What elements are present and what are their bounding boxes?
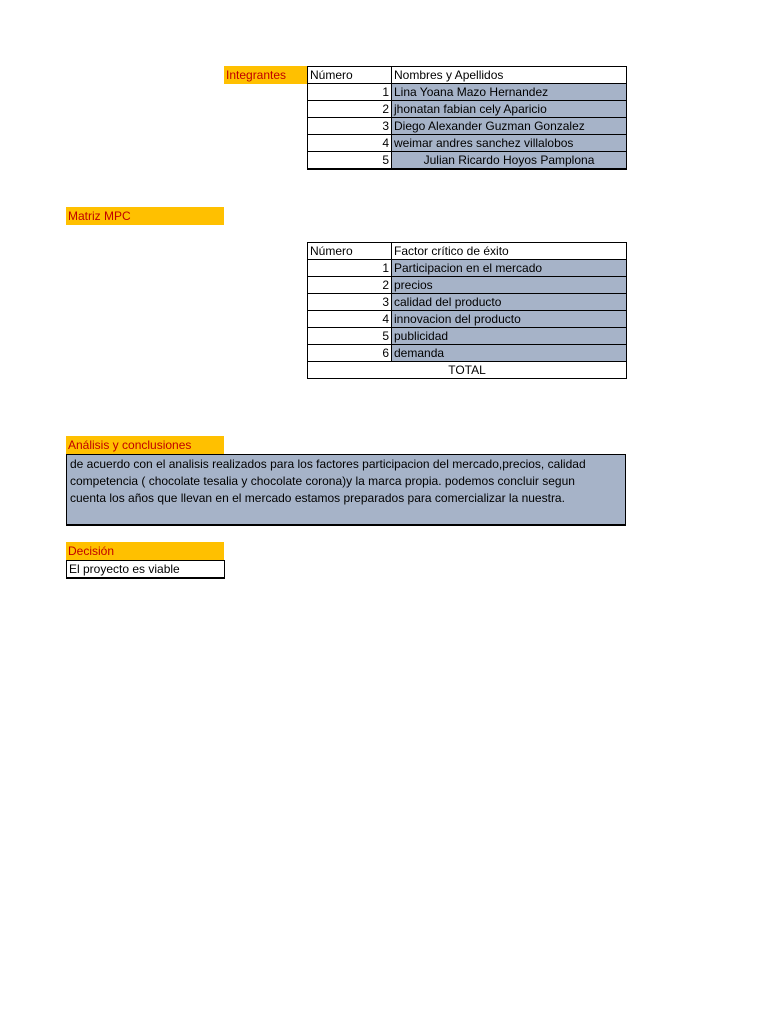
table-row [308, 118, 627, 135]
cell-numero[interactable]: 1 [308, 260, 392, 277]
cell-numero[interactable]: 2 [308, 277, 392, 294]
table-row [308, 345, 627, 362]
decision-value[interactable]: El proyecto es viable [66, 560, 225, 579]
cell-factor[interactable]: publicidad [392, 328, 627, 345]
table-row [308, 294, 627, 311]
matriz-table [307, 242, 627, 379]
header-nombres: Nombres y Apellidos [392, 67, 627, 84]
cell-numero[interactable]: 5 [308, 152, 392, 170]
total-row [308, 362, 627, 379]
cell-numero[interactable]: 4 [308, 311, 392, 328]
cell-factor[interactable]: calidad del producto [392, 294, 627, 311]
cell-numero[interactable]: 4 [308, 135, 392, 152]
cell-nombre[interactable]: weimar andres sanchez villalobos [392, 135, 627, 152]
integrantes-table [307, 66, 627, 170]
table-row [308, 135, 627, 152]
analisis-line: competencia ( chocolate tesalia y chocolate corona)y la marca propia. podemos concluir segun [70, 474, 575, 488]
table-row [308, 152, 627, 170]
cell-numero[interactable]: 1 [308, 84, 392, 101]
analisis-line: cuenta los años que llevan en el mercado estamos preparados para comercializar la nuestra. [70, 491, 565, 505]
cell-numero[interactable]: 6 [308, 345, 392, 362]
table-row [308, 101, 627, 118]
cell-factor[interactable]: precios [392, 277, 627, 294]
cell-numero[interactable]: 3 [308, 294, 392, 311]
table-row [308, 84, 627, 101]
analisis-line: de acuerdo con el analisis realizados para los factores participacion del mercado,precios, calidad [70, 457, 586, 471]
analisis-label: Análisis y conclusiones [66, 436, 224, 454]
cell-numero[interactable]: 2 [308, 101, 392, 118]
table-header-row [308, 67, 627, 84]
cell-nombre[interactable]: Diego Alexander Guzman Gonzalez [392, 118, 627, 135]
total-cell[interactable]: TOTAL [308, 362, 627, 379]
decision-label: Decisión [66, 542, 224, 560]
cell-factor[interactable]: demanda [392, 345, 627, 362]
table-row [308, 311, 627, 328]
header-numero: Número [308, 243, 392, 260]
header-numero: Número [308, 67, 392, 84]
cell-nombre[interactable]: Julian Ricardo Hoyos Pamplona [392, 152, 627, 170]
table-header-row [308, 243, 627, 260]
table-row [308, 277, 627, 294]
cell-nombre[interactable]: jhonatan fabian cely Aparicio [392, 101, 627, 118]
header-factor: Factor crítico de éxito [392, 243, 627, 260]
table-row [308, 260, 627, 277]
cell-numero[interactable]: 5 [308, 328, 392, 345]
table-row [308, 328, 627, 345]
cell-numero[interactable]: 3 [308, 118, 392, 135]
matriz-label: Matriz MPC [66, 207, 224, 225]
cell-factor[interactable]: innovacion del producto [392, 311, 627, 328]
analisis-text-box[interactable] [66, 454, 626, 526]
integrantes-label: Integrantes [224, 66, 307, 84]
cell-nombre[interactable]: Lina Yoana Mazo Hernandez [392, 84, 627, 101]
cell-factor[interactable]: Participacion en el mercado [392, 260, 627, 277]
